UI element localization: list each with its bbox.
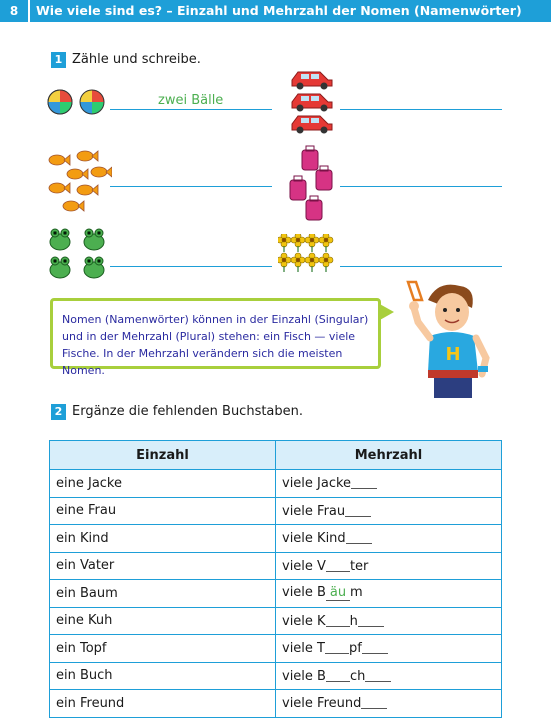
suitcase-icon	[302, 146, 318, 170]
answer-line-flowers[interactable]	[340, 266, 502, 267]
table-row	[50, 690, 502, 718]
info-line-1: Nomen (Namenwörter) können in der Einzahl (Singular)	[62, 313, 369, 326]
ball-icon	[48, 90, 72, 114]
info-text	[62, 311, 377, 379]
flowers-picture	[278, 234, 338, 274]
info-box-tail	[378, 303, 394, 321]
flower-icon	[319, 234, 333, 252]
plural-cell[interactable]: viele Jacke	[276, 470, 502, 498]
task-2-number: 2	[51, 404, 66, 420]
singular-cell: eine Frau	[50, 497, 276, 525]
table-row	[50, 552, 502, 580]
svg-text:H: H	[445, 344, 461, 365]
frog-icon	[50, 257, 70, 278]
table-row	[50, 525, 502, 553]
singular-cell: eine Jacke	[50, 470, 276, 498]
flower-icon	[305, 234, 319, 252]
singular-cell: ein Freund	[50, 690, 276, 718]
car-icon	[292, 116, 332, 134]
flower-icon	[278, 234, 291, 252]
fish-picture	[46, 150, 112, 218]
info-line-2: und in der Mehrzahl (Plural) stehen: ein Fisch — viele	[62, 330, 356, 343]
page-header	[0, 0, 551, 22]
task-2-instruction: Ergänze die fehlenden Buchstaben.	[72, 404, 304, 419]
blank[interactable]	[326, 558, 350, 572]
blank[interactable]	[361, 695, 387, 709]
singular-cell: eine Kuh	[50, 607, 276, 635]
plural-cell[interactable]: viele Kind	[276, 525, 502, 553]
answer-line-cars[interactable]	[340, 109, 502, 110]
ball-icon	[80, 90, 104, 114]
column-header-plural: Mehrzahl	[276, 441, 502, 470]
plural-cell[interactable]: viele Frau	[276, 497, 502, 525]
flower-icon	[291, 253, 305, 272]
example-answer: zwei Bälle	[158, 93, 224, 108]
balls-picture	[46, 87, 108, 117]
frog-icon	[50, 229, 70, 250]
fish-icon	[63, 201, 84, 211]
suitcase-icon	[316, 166, 332, 190]
fish-icon	[49, 155, 70, 165]
mascot-boy-illustration	[398, 278, 498, 398]
suitcase-icon	[290, 176, 306, 200]
plural-cell[interactable]: viele K h	[276, 607, 502, 635]
suitcase-icon	[306, 196, 322, 220]
table-row	[50, 607, 502, 635]
cars-picture	[288, 66, 336, 136]
flower-icon	[319, 253, 333, 272]
singular-cell: ein Baum	[50, 580, 276, 608]
table-row	[50, 497, 502, 525]
blank[interactable]	[362, 640, 388, 654]
task-1-number: 1	[51, 52, 66, 68]
plural-cell[interactable]: viele Freund	[276, 690, 502, 718]
info-box	[50, 298, 381, 377]
fish-icon	[77, 151, 98, 161]
plural-cell[interactable]: viele B äu m	[276, 580, 502, 608]
singular-cell: ein Buch	[50, 662, 276, 690]
page-title: Wie viele sind es? – Einzahl und Mehrzahl der Nomen (Namenwörter)	[36, 3, 522, 18]
fish-icon	[91, 167, 112, 177]
blank[interactable]	[358, 613, 384, 627]
blank[interactable]	[326, 613, 350, 627]
blank[interactable]	[326, 668, 350, 682]
plural-cell[interactable]: viele T pf	[276, 635, 502, 663]
blank[interactable]	[325, 640, 349, 654]
blank[interactable]	[346, 530, 372, 544]
frog-icon	[84, 257, 104, 278]
fish-icon	[67, 169, 88, 179]
flower-icon	[278, 253, 291, 272]
page-number: 8	[0, 0, 30, 22]
task-1-instruction: Zähle und schreibe.	[72, 52, 201, 67]
car-icon	[292, 72, 332, 90]
table-row	[50, 580, 502, 608]
table-row	[50, 635, 502, 663]
filled-example: äu	[326, 585, 350, 601]
singular-cell: ein Topf	[50, 635, 276, 663]
car-icon	[292, 94, 332, 112]
frog-icon	[84, 229, 104, 250]
suitcases-picture	[286, 143, 338, 225]
plural-table	[49, 440, 502, 718]
flower-icon	[305, 253, 319, 272]
blank[interactable]	[345, 503, 371, 517]
info-line-3: Fische. In der Mehrzahl verändern sich die meisten Nomen.	[62, 347, 343, 377]
singular-cell: ein Vater	[50, 552, 276, 580]
flower-icon	[291, 234, 305, 252]
column-header-singular: Einzahl	[50, 441, 276, 470]
fish-icon	[49, 183, 70, 193]
frogs-picture	[46, 226, 110, 282]
table-row	[50, 662, 502, 690]
answer-line-fish[interactable]	[110, 186, 272, 187]
blank[interactable]	[365, 668, 391, 682]
answer-line-frogs[interactable]	[110, 266, 272, 267]
plural-cell[interactable]: viele B ch	[276, 662, 502, 690]
singular-cell: ein Kind	[50, 525, 276, 553]
answer-line-balls[interactable]	[110, 109, 272, 110]
answer-line-suitcases[interactable]	[340, 186, 502, 187]
table-row	[50, 470, 502, 498]
plural-cell[interactable]: viele V ter	[276, 552, 502, 580]
blank[interactable]	[351, 475, 377, 489]
fish-icon	[77, 185, 98, 195]
